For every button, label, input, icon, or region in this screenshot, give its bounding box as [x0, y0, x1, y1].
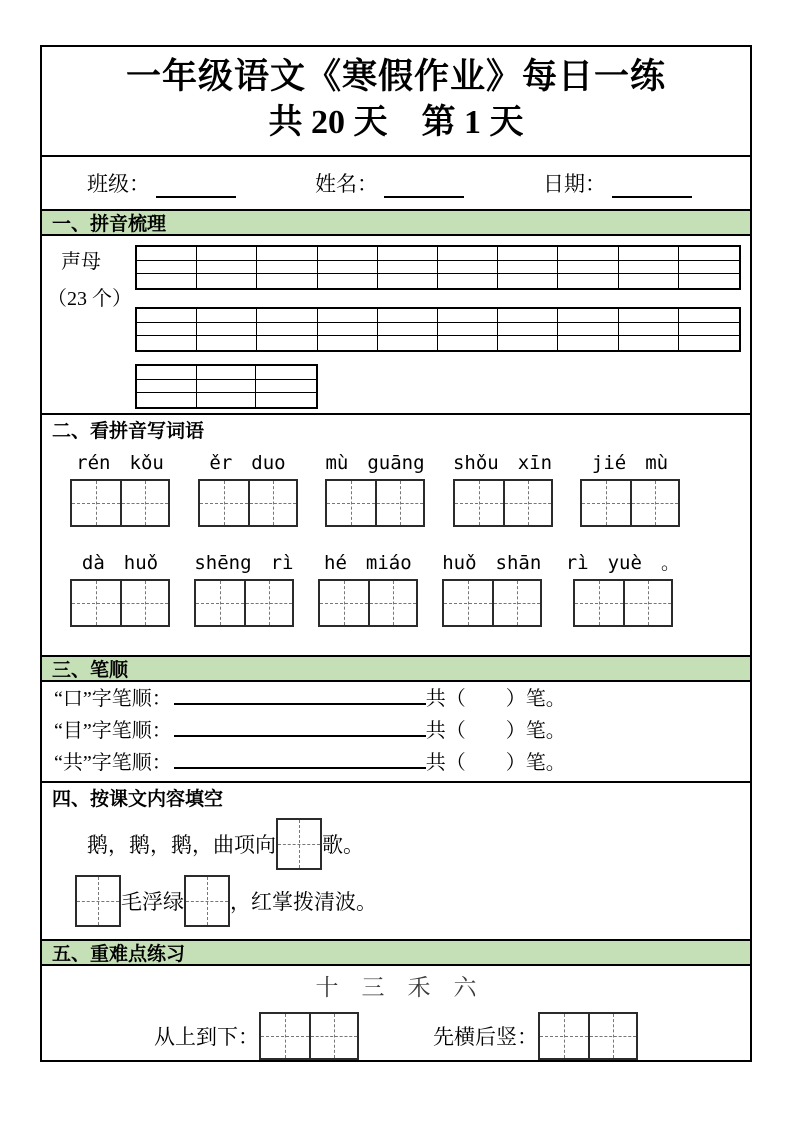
dashed-horizontal-guide: [444, 603, 492, 604]
pinyin-write-cell: [318, 261, 378, 275]
tianzige-cell: [200, 481, 248, 525]
poem-line-2: [42, 875, 750, 927]
dashed-horizontal-guide: [625, 603, 671, 604]
dashed-horizontal-guide: [582, 503, 630, 504]
pinyin-write-cell: [137, 380, 197, 394]
section3-heading: 三、笔顺: [42, 655, 750, 682]
pinyin-write-cell: [558, 247, 618, 261]
tianzige-cell: [261, 1014, 309, 1058]
pinyin-grid-2: [135, 307, 741, 352]
pinyin-write-cell: [318, 336, 378, 350]
pinyin-write-cell: [438, 247, 498, 261]
pinyin-write-cell: [619, 309, 679, 323]
tianzige-cell: [375, 481, 423, 525]
pinyin-write-cell: [257, 336, 317, 350]
pinyin-word-label: ěr duo: [209, 452, 286, 474]
pinyin-write-cell: [197, 247, 257, 261]
pinyin-write-cell: [137, 336, 197, 350]
dashed-horizontal-guide: [320, 603, 368, 604]
pinyin-word-label: shǒu xīn: [452, 452, 553, 474]
pinyin-write-cell: [679, 247, 739, 261]
pinyin-write-cell: [498, 274, 558, 288]
tianzige-cell: [630, 481, 678, 525]
dashed-horizontal-guide: [186, 901, 228, 902]
pinyin-write-cell: [318, 274, 378, 288]
pinyin-write-cell: [558, 323, 618, 337]
tianzige-cell: [72, 581, 120, 625]
pinyin-word-group: [453, 450, 553, 527]
worksheet-subtitle: 共 20 天 第 1 天: [268, 104, 524, 141]
pinyin-write-cell: [197, 366, 257, 380]
writing-box-pair: [453, 479, 553, 527]
pinyin-write-cell: [137, 247, 197, 261]
pinyin-write-cell: [378, 274, 438, 288]
pinyin-write-cell: [318, 323, 378, 337]
section1-content: [42, 236, 750, 413]
dashed-horizontal-guide: [370, 603, 416, 604]
tianzige-cell: [444, 581, 492, 625]
tianzige-cell: [455, 481, 503, 525]
stroke-count-prompt: 共（ ）笔。: [425, 752, 566, 774]
pinyin-word-row-2: [42, 550, 750, 627]
dashed-horizontal-guide: [455, 503, 503, 504]
answer-blank-line: [174, 747, 426, 769]
pinyin-write-cell: [498, 323, 558, 337]
pinyin-write-cell: [197, 336, 257, 350]
dashed-horizontal-guide: [122, 603, 168, 604]
pinyin-word-group: [580, 450, 680, 527]
pinyin-write-cell: [318, 247, 378, 261]
writing-box-pair: [325, 479, 425, 527]
dashed-horizontal-guide: [122, 503, 168, 504]
pinyin-write-cell: [438, 323, 498, 337]
pinyin-write-cell: [679, 261, 739, 275]
pinyin-write-cell: [558, 309, 618, 323]
dashed-horizontal-guide: [261, 1036, 309, 1037]
tianzige-cell: [575, 581, 623, 625]
pinyin-word-label: shēng rì: [194, 552, 294, 574]
practice-characters: 十 三 禾 六: [315, 975, 477, 1000]
stroke-order-prompt: “口”字笔顺：: [54, 688, 172, 710]
poem-line2-text: 毛浮绿: [121, 890, 184, 914]
tianzige-cell: [327, 481, 375, 525]
pinyin-write-cell: [197, 261, 257, 275]
pinyin-word-group: [318, 550, 418, 627]
pinyin-write-cell: [438, 261, 498, 275]
tianzige-cell: [492, 581, 540, 625]
pinyin-write-cell: [257, 261, 317, 275]
dashed-horizontal-guide: [327, 503, 375, 504]
pinyin-write-cell: [498, 247, 558, 261]
practice-row: [42, 1012, 750, 1060]
date-blank-line: [612, 178, 692, 198]
class-field: [87, 168, 236, 198]
pinyin-word-group: [325, 450, 425, 527]
stroke-count-prompt: 共（ ）笔。: [425, 720, 566, 742]
section4-heading: 四、按课文内容填空: [42, 781, 750, 811]
initials-label: 声母: [61, 251, 101, 273]
dashed-horizontal-guide: [278, 844, 320, 845]
poem-line1-tail: 歌。: [322, 833, 364, 857]
tianzige-cell: [244, 581, 292, 625]
tianzige-cell: [309, 1014, 357, 1058]
date-label: 日期：: [543, 172, 606, 196]
writing-box-xiang-tian: [276, 818, 322, 870]
stroke-count-prompt: 共（ ）笔。: [425, 688, 566, 710]
dashed-horizontal-guide: [250, 503, 296, 504]
pinyin-write-cell: [137, 323, 197, 337]
pinyin-write-cell: [137, 393, 197, 407]
writing-box-pair-left: [259, 1012, 359, 1060]
tianzige-cell: [588, 1014, 636, 1058]
pinyin-write-cell: [679, 274, 739, 288]
pinyin-word-group: [566, 550, 680, 627]
date-field: [543, 168, 692, 198]
horizontal-first-label: 先横后竖：: [433, 1025, 538, 1049]
pinyin-write-cell: [679, 336, 739, 350]
tianzige-cell: [248, 481, 296, 525]
stroke-order-list: [42, 682, 750, 781]
pinyin-write-cell: [378, 247, 438, 261]
dashed-horizontal-guide: [505, 503, 551, 504]
dashed-horizontal-guide: [200, 503, 248, 504]
pinyin-write-cell: [137, 274, 197, 288]
pinyin-write-cell: [137, 261, 197, 275]
pinyin-write-cell: [197, 309, 257, 323]
pinyin-word-group: [70, 450, 170, 527]
pinyin-grid-1: [135, 245, 741, 290]
section5-content: [42, 973, 750, 1081]
pinyin-write-cell: [256, 366, 316, 380]
name-label: 姓名：: [315, 172, 378, 196]
class-blank-line: [156, 178, 236, 198]
section2-heading: 二、看拼音写词语: [42, 413, 750, 443]
tianzige-cell: [186, 877, 228, 925]
tianzige-cell: [77, 877, 119, 925]
pinyin-word-label: jié mù: [591, 452, 669, 474]
initials-count-label: （23 个）: [47, 288, 132, 310]
writing-box-shui: [184, 875, 230, 927]
writing-box-pair: [194, 579, 294, 627]
pinyin-write-cell: [137, 366, 197, 380]
pinyin-word-label: rì yuè 。: [565, 552, 680, 574]
top-to-bottom-label: 从上到下：: [154, 1025, 259, 1049]
pinyin-write-cell: [256, 393, 316, 407]
pinyin-write-cell: [619, 247, 679, 261]
title-block: [42, 47, 750, 157]
pinyin-write-cell: [438, 309, 498, 323]
dashed-horizontal-guide: [246, 603, 292, 604]
pinyin-write-cell: [197, 323, 257, 337]
tianzige-cell: [278, 820, 320, 868]
poem-line-1: [42, 818, 750, 870]
tianzige-cell: [540, 1014, 588, 1058]
tianzige-cell: [623, 581, 671, 625]
pinyin-word-group: [442, 550, 542, 627]
pinyin-word-label: dà huǒ: [81, 552, 159, 574]
answer-blank-line: [174, 715, 426, 737]
pinyin-write-cell: [378, 261, 438, 275]
pinyin-write-cell: [257, 323, 317, 337]
dashed-horizontal-guide: [196, 603, 244, 604]
writing-box-pair-right: [538, 1012, 638, 1060]
pinyin-write-cell: [256, 380, 316, 394]
pinyin-write-cell: [619, 323, 679, 337]
dashed-horizontal-guide: [575, 603, 623, 604]
dashed-horizontal-guide: [632, 503, 678, 504]
pinyin-write-cell: [558, 336, 618, 350]
dashed-horizontal-guide: [77, 901, 119, 902]
pinyin-write-cell: [378, 323, 438, 337]
pinyin-write-cell: [137, 309, 197, 323]
pinyin-word-label: huǒ shān: [442, 552, 542, 574]
dashed-horizontal-guide: [590, 1036, 636, 1037]
pinyin-word-row-1: [42, 450, 750, 527]
pinyin-word-label: mù guāng: [325, 452, 425, 474]
horizontal-first-pair: [433, 1012, 638, 1060]
pinyin-write-cell: [498, 309, 558, 323]
pinyin-write-cell: [257, 247, 317, 261]
pinyin-write-cell: [378, 336, 438, 350]
pinyin-write-cell: [558, 274, 618, 288]
pinyin-write-cell: [498, 336, 558, 350]
pinyin-write-cell: [619, 274, 679, 288]
class-label: 班级：: [87, 172, 150, 196]
pinyin-word-label: rén kǒu: [76, 452, 164, 474]
stroke-order-prompt: “目”字笔顺：: [54, 720, 172, 742]
pinyin-write-cell: [679, 309, 739, 323]
pinyin-write-cell: [197, 393, 257, 407]
pinyin-write-cell: [438, 274, 498, 288]
dashed-horizontal-guide: [377, 503, 423, 504]
section4-content: [42, 818, 750, 939]
stroke-order-line: [54, 683, 750, 715]
tianzige-cell: [72, 481, 120, 525]
worksheet-page: [40, 45, 752, 1062]
section1-heading: 一、拼音梳理: [42, 209, 750, 236]
writing-box-pair: [318, 579, 418, 627]
student-info-row: [42, 157, 750, 209]
pinyin-word-group: [198, 450, 298, 527]
pinyin-write-cell: [197, 380, 257, 394]
pinyin-write-cell: [378, 309, 438, 323]
pinyin-word-label: hé miáo: [324, 552, 412, 574]
writing-box-pair: [70, 479, 170, 527]
writing-box-pair: [580, 479, 680, 527]
pinyin-write-cell: [438, 336, 498, 350]
pinyin-word-group: [70, 550, 170, 627]
dashed-horizontal-guide: [72, 603, 120, 604]
pinyin-write-cell: [619, 261, 679, 275]
tianzige-cell: [320, 581, 368, 625]
pinyin-write-cell: [498, 261, 558, 275]
tianzige-cell: [368, 581, 416, 625]
section2-content: [42, 450, 750, 655]
writing-box-pair: [70, 579, 170, 627]
writing-box-bai: [75, 875, 121, 927]
pinyin-write-cell: [257, 274, 317, 288]
tianzige-cell: [196, 581, 244, 625]
poem-line2-tail: ，红掌拨清波。: [230, 890, 377, 914]
pinyin-write-cell: [558, 261, 618, 275]
stroke-order-prompt: “共”字笔顺：: [54, 752, 172, 774]
pinyin-word-group: [194, 550, 294, 627]
tianzige-cell: [120, 481, 168, 525]
dashed-horizontal-guide: [72, 503, 120, 504]
pinyin-write-cell: [679, 323, 739, 337]
dashed-horizontal-guide: [540, 1036, 588, 1037]
pinyin-write-cell: [318, 309, 378, 323]
writing-box-pair: [573, 579, 673, 627]
dashed-horizontal-guide: [494, 603, 540, 604]
answer-blank-line: [174, 683, 426, 705]
tianzige-cell: [503, 481, 551, 525]
name-field: [315, 168, 464, 198]
tianzige-cell: [582, 481, 630, 525]
pinyin-write-cell: [619, 336, 679, 350]
tianzige-cell: [120, 581, 168, 625]
name-blank-line: [384, 178, 464, 198]
pinyin-write-cell: [257, 309, 317, 323]
pinyin-grid-3: [135, 364, 318, 409]
writing-box-pair: [198, 479, 298, 527]
top-to-bottom-pair: [154, 1012, 359, 1060]
dashed-horizontal-guide: [311, 1036, 357, 1037]
stroke-order-line: [54, 715, 750, 747]
stroke-order-line: [54, 747, 750, 779]
pinyin-write-cell: [197, 274, 257, 288]
section5-heading: 五、重难点练习: [42, 939, 750, 966]
worksheet-title: 一年级语文《寒假作业》每日一练: [125, 57, 666, 96]
writing-box-pair: [442, 579, 542, 627]
poem-line1-text: 鹅，鹅，鹅，曲项向: [87, 833, 276, 857]
